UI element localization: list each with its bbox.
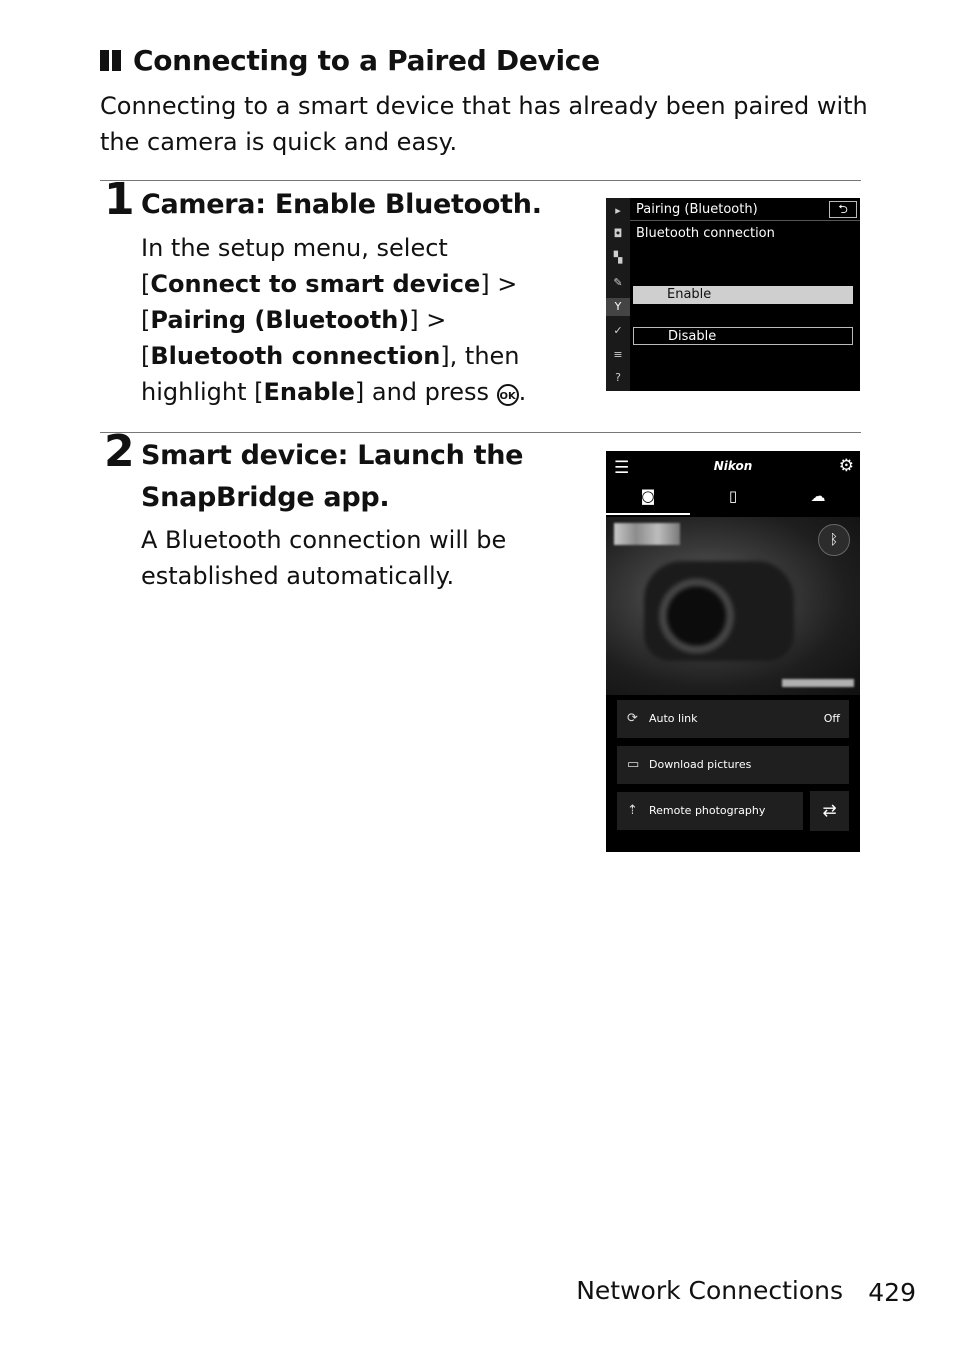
step-body: A Bluetooth connection will be established automatically. <box>141 526 507 590</box>
remote-photography-row <box>617 792 803 830</box>
camera-tab-icon: ◙ <box>640 487 656 505</box>
camera-menu-header <box>630 198 860 221</box>
page-number: 429 <box>868 1278 916 1307</box>
camera-menu-title: Pairing (Bluetooth) <box>636 202 758 217</box>
section-title: Connecting to a Paired Device <box>133 44 600 77</box>
step-divider <box>100 180 861 181</box>
step-title: Smart device: Launch the SnapBridge app. <box>141 440 524 513</box>
help-icon: ? <box>615 371 621 384</box>
section-intro: Connecting to a smart device that has already been paired with the camera is quick and easy. <box>100 92 868 156</box>
camera-serial-blurred <box>782 679 854 687</box>
camera-menu-screenshot <box>606 198 860 391</box>
my-menu-icon: ≡ <box>613 348 623 361</box>
camera-image <box>644 561 794 661</box>
camera-menu-sidebar <box>606 198 630 391</box>
option-disable: Disable <box>633 327 853 345</box>
camera-name-blurred <box>614 523 680 545</box>
menu-item-name: Pairing (Bluetooth) <box>150 306 410 334</box>
step-body: In the setup menu, select [Connect to smart device] > [Pairing (Bluetooth)] > [Bluetooth connection], then highlight [Enable] and press OK . <box>141 234 527 406</box>
step-title: Camera: Enable Bluetooth. <box>141 189 542 220</box>
row-label: Auto link <box>649 712 698 725</box>
camera-submenu-title: Bluetooth connection <box>636 226 775 241</box>
cloud-tab-icon: ☁ <box>810 487 826 505</box>
footer-section-name: Network Connections <box>576 1276 843 1305</box>
snapbridge-app-screenshot <box>606 451 860 852</box>
gear-icon: ⚙ <box>838 456 854 476</box>
photo-shooting-menu-icon: ◘ <box>613 227 623 240</box>
step-divider <box>100 432 861 433</box>
sync-icon: ⟳ <box>627 711 638 726</box>
bluetooth-icon: ᛒ <box>818 524 850 556</box>
section-marker-icon <box>100 50 121 71</box>
custom-settings-icon: ✎ <box>613 276 623 289</box>
setup-menu-icon: Y <box>606 298 630 316</box>
smart-device-tab-icon: ▯ <box>728 487 738 505</box>
step-number: 2 <box>104 426 135 477</box>
swap-icon: ⇄ <box>810 791 849 831</box>
remote-icon: ⇡ <box>627 803 638 818</box>
movie-shooting-menu-icon: ▚ <box>613 251 623 264</box>
hamburger-menu-icon: ☰ <box>614 458 630 478</box>
menu-item-name: Bluetooth connection <box>150 342 441 370</box>
section-heading <box>100 44 600 77</box>
back-icon: ⮌ <box>829 201 857 218</box>
active-tab-indicator <box>606 513 690 515</box>
playback-menu-icon: ▸ <box>615 204 621 217</box>
step-number: 1 <box>104 174 135 225</box>
auto-link-row <box>617 700 849 738</box>
row-label: Remote photography <box>649 804 766 817</box>
download-icon: ▭ <box>627 757 640 772</box>
app-top-bar <box>606 451 860 515</box>
ok-button-icon: OK <box>497 384 519 406</box>
row-label: Download pictures <box>649 758 752 771</box>
menu-item-name: Connect to smart device <box>150 270 481 298</box>
retouch-menu-icon: ✓ <box>613 324 623 337</box>
download-pictures-row <box>617 746 849 784</box>
option-enable: Enable <box>633 286 853 304</box>
menu-item-name: Enable <box>263 378 355 406</box>
brand-logo: Nikon <box>713 459 753 473</box>
row-value: Off <box>823 712 840 725</box>
